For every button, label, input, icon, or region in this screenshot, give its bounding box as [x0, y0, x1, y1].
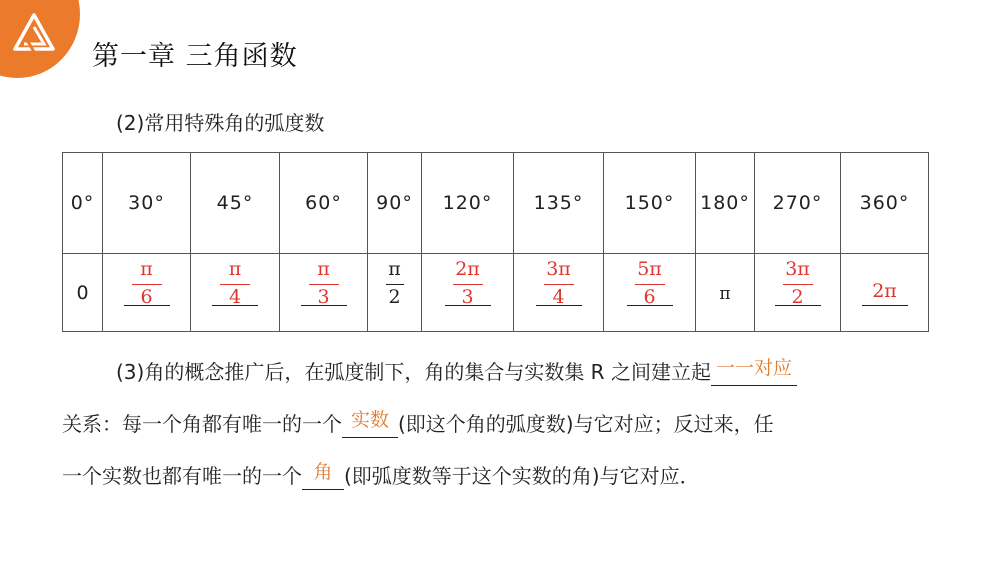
- radian-fraction-wrap: [604, 254, 695, 331]
- radian-row: [63, 254, 929, 332]
- radian-cell: [103, 254, 191, 332]
- fraction-numerator: 5π: [637, 258, 662, 280]
- section-2-heading: (2)常用特殊角的弧度数: [116, 111, 325, 135]
- answer-underline: [212, 304, 258, 306]
- answer-blank-2: [342, 410, 398, 438]
- fraction-bar: [635, 284, 665, 285]
- fraction-bar: [132, 284, 162, 285]
- fraction-bar: [309, 284, 339, 285]
- section-3-line-1: [116, 356, 797, 386]
- fraction-numerator: 3π: [785, 258, 810, 280]
- line-3-suffix: (即弧度数等于这个实数的角)与它对应．: [344, 464, 700, 488]
- fraction-denominator: 3: [317, 286, 330, 308]
- degree-cell: 30°: [103, 153, 191, 254]
- radian-cell: [841, 254, 929, 332]
- answer-underline: [301, 304, 347, 306]
- radian-cell: [368, 254, 422, 332]
- fraction-numerator: 2π: [455, 258, 480, 280]
- radian-fraction-wrap: [191, 254, 279, 331]
- angle-radian-table: [62, 152, 929, 332]
- degree-cell: 270°: [755, 153, 841, 254]
- answer-underline: [627, 304, 673, 306]
- degree-cell: 135°: [514, 153, 604, 254]
- answer-3: 角: [313, 461, 333, 483]
- answer-2: 实数: [350, 409, 389, 431]
- radian-value: 0: [76, 281, 89, 304]
- degree-cell: 150°: [604, 153, 696, 254]
- radian-cell: [604, 254, 696, 332]
- line-1-text: (3)角的概念推广后，在弧度制下，角的集合与实数集 R 之间建立起: [116, 360, 711, 384]
- fraction-numerator: π: [317, 258, 330, 280]
- degree-cell: 45°: [191, 153, 280, 254]
- radian-cell: [63, 254, 103, 332]
- fraction-denominator: 2: [388, 286, 401, 308]
- radian-cell: [696, 254, 755, 332]
- radian-cell: [280, 254, 368, 332]
- logo-badge: [0, 0, 80, 78]
- radian-fraction-wrap: [755, 254, 840, 331]
- fraction-numerator: π: [228, 258, 242, 280]
- fraction-bar: [386, 284, 404, 285]
- degree-cell: 180°: [696, 153, 755, 254]
- answer-underline: [775, 304, 821, 306]
- radian-fraction-wrap: [103, 254, 190, 331]
- radian-cell: [422, 254, 514, 332]
- fraction-numerator: π: [388, 258, 401, 280]
- fraction-denominator: 2: [791, 286, 804, 308]
- answer-underline: [124, 304, 170, 306]
- answer-underline: [445, 304, 491, 306]
- radian-cell: [514, 254, 604, 332]
- answer-underline: [862, 304, 908, 306]
- degree-cell: 90°: [368, 153, 422, 254]
- radian-value: π: [719, 283, 731, 304]
- line-2-prefix: 关系：每一个角都有唯一的一个: [62, 412, 342, 436]
- fraction-numerator: π: [140, 258, 153, 280]
- section-3-line-2: [62, 408, 774, 438]
- degree-row: [63, 153, 929, 254]
- radian-cell: [755, 254, 841, 332]
- radian-cell: [191, 254, 280, 332]
- answer-blank-1: [711, 358, 797, 386]
- fraction-denominator: 6: [643, 286, 656, 308]
- fraction-denominator: 6: [140, 286, 153, 308]
- radian-fraction-wrap: [841, 254, 928, 331]
- answer-underline: [536, 304, 582, 306]
- fraction-denominator: 4: [552, 286, 565, 308]
- line-3-prefix: 一个实数也都有唯一的一个: [62, 464, 302, 488]
- fraction-bar: [783, 284, 813, 285]
- fraction-denominator: 3: [461, 286, 474, 308]
- fraction-bar: [544, 284, 574, 285]
- fraction-bar: [453, 284, 483, 285]
- fraction-bar: [220, 284, 250, 285]
- section-3-line-3: [62, 460, 700, 490]
- radian-fraction-wrap: [514, 254, 603, 331]
- fraction-numerator: 3π: [546, 258, 571, 280]
- line-2-suffix: (即这个角的弧度数)与它对应；反过来，任: [398, 412, 774, 436]
- radian-fraction: [372, 258, 418, 312]
- degree-cell: 360°: [841, 153, 929, 254]
- answer-blank-3: [302, 462, 344, 490]
- radian-fraction-wrap: [368, 254, 421, 331]
- fraction-denominator: 4: [228, 286, 242, 308]
- degree-cell: 120°: [422, 153, 514, 254]
- radian-fraction-wrap: [280, 254, 367, 331]
- page-title: 第一章 三角函数: [92, 41, 298, 72]
- answer-1: 一一对应: [715, 357, 792, 379]
- triangle-logo-icon: [12, 12, 56, 54]
- radian-fraction-wrap: [422, 254, 513, 331]
- degree-cell: 60°: [280, 153, 368, 254]
- fraction-numerator: 2π: [872, 280, 897, 302]
- degree-cell: 0°: [63, 153, 103, 254]
